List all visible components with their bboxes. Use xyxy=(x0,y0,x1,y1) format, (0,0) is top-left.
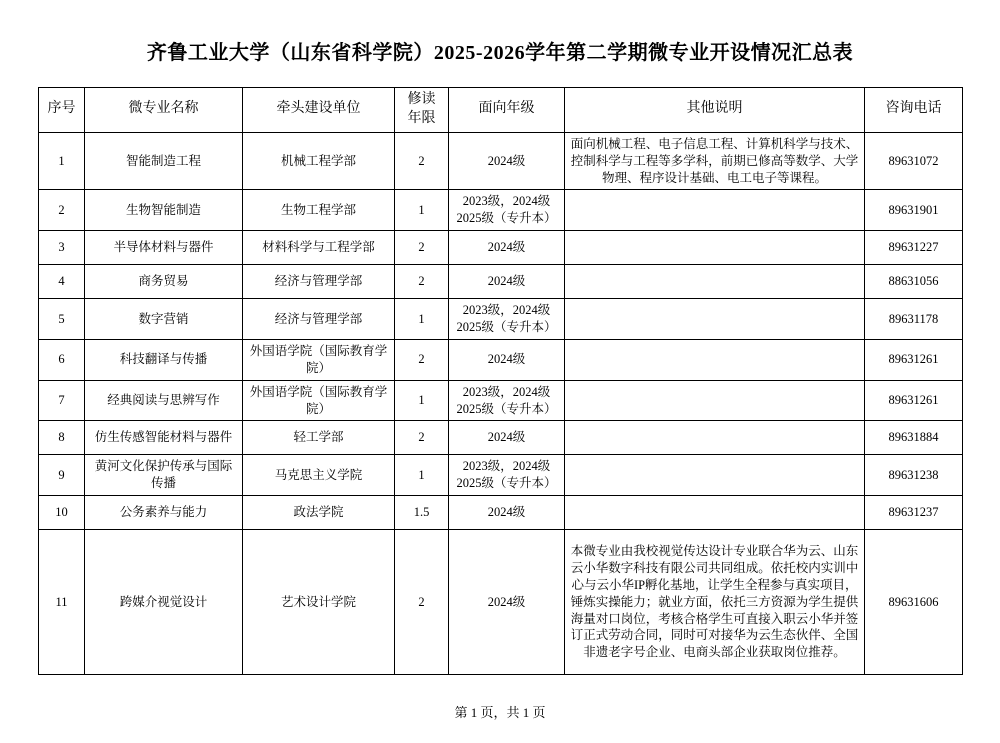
table-row xyxy=(39,530,963,675)
column-header-years xyxy=(395,88,449,133)
cell-grade: 2024级 xyxy=(449,339,565,380)
cell-unit: 经济与管理学部 xyxy=(243,299,395,340)
cell-other xyxy=(565,455,865,496)
cell-grade: 2024级 xyxy=(449,421,565,455)
cell-phone: 89631238 xyxy=(865,455,963,496)
cell-phone: 89631606 xyxy=(865,530,963,675)
cell-grade-line1: 2023级，2024级 xyxy=(462,194,551,209)
cell-name: 仿生传感智能材料与器件 xyxy=(85,421,243,455)
column-header-other: 其他说明 xyxy=(565,88,865,133)
cell-grade-line2: 2025级（专升本） xyxy=(456,401,557,416)
cell-other xyxy=(565,339,865,380)
cell-grade xyxy=(449,190,565,231)
cell-unit xyxy=(243,380,395,421)
cell-phone: 89631901 xyxy=(865,190,963,231)
cell-no: 6 xyxy=(39,339,85,380)
cell-name-line2: 传播 xyxy=(150,476,176,491)
cell-unit: 经济与管理学部 xyxy=(243,265,395,299)
document-page xyxy=(0,36,1000,743)
cell-name: 跨媒介视觉设计 xyxy=(85,530,243,675)
cell-unit: 马克思主义学院 xyxy=(243,455,395,496)
cell-no: 9 xyxy=(39,455,85,496)
cell-grade-line2: 2025级（专升本） xyxy=(456,320,557,335)
cell-phone: 89631237 xyxy=(865,496,963,530)
table-row xyxy=(39,380,963,421)
cell-grade: 2024级 xyxy=(449,530,565,675)
cell-unit-line2: 院） xyxy=(305,360,331,375)
cell-unit-line2: 院） xyxy=(305,401,331,416)
cell-no: 5 xyxy=(39,299,85,340)
cell-unit: 政法学院 xyxy=(243,496,395,530)
cell-name-line1: 黄河文化保护传承与国际 xyxy=(94,459,233,474)
cell-phone: 89631072 xyxy=(865,132,963,190)
table-row xyxy=(39,132,963,190)
cell-unit: 轻工学部 xyxy=(243,421,395,455)
cell-other xyxy=(565,190,865,231)
cell-phone: 89631261 xyxy=(865,339,963,380)
cell-unit-line1: 外国语学院（国际教育学 xyxy=(249,343,388,358)
table-row xyxy=(39,231,963,265)
cell-other xyxy=(565,496,865,530)
cell-unit: 材料科学与工程学部 xyxy=(243,231,395,265)
cell-name: 商务贸易 xyxy=(85,265,243,299)
cell-unit: 生物工程学部 xyxy=(243,190,395,231)
cell-other xyxy=(565,231,865,265)
cell-unit: 机械工程学部 xyxy=(243,132,395,190)
table-row xyxy=(39,339,963,380)
cell-no: 1 xyxy=(39,132,85,190)
cell-name: 生物智能制造 xyxy=(85,190,243,231)
cell-grade: 2024级 xyxy=(449,231,565,265)
table-row xyxy=(39,299,963,340)
cell-years: 1.5 xyxy=(395,496,449,530)
column-header-phone: 咨询电话 xyxy=(865,88,963,133)
cell-phone: 89631178 xyxy=(865,299,963,340)
cell-no: 2 xyxy=(39,190,85,231)
table-row xyxy=(39,455,963,496)
cell-phone: 89631227 xyxy=(865,231,963,265)
cell-name: 公务素养与能力 xyxy=(85,496,243,530)
page-title: 齐鲁工业大学（山东省科学院）2025-2026学年第二学期微专业开设情况汇总表 xyxy=(146,42,854,64)
table-row xyxy=(39,190,963,231)
cell-grade: 2024级 xyxy=(449,496,565,530)
cell-name: 科技翻译与传播 xyxy=(85,339,243,380)
cell-no: 11 xyxy=(39,530,85,675)
cell-no: 8 xyxy=(39,421,85,455)
cell-unit xyxy=(243,339,395,380)
cell-unit: 艺术设计学院 xyxy=(243,530,395,675)
cell-name xyxy=(85,455,243,496)
micro-major-summary-table xyxy=(38,87,963,675)
cell-grade xyxy=(449,380,565,421)
cell-phone: 89631261 xyxy=(865,380,963,421)
table-row xyxy=(39,496,963,530)
cell-grade xyxy=(449,299,565,340)
cell-years: 2 xyxy=(395,339,449,380)
cell-no: 10 xyxy=(39,496,85,530)
cell-years: 2 xyxy=(395,231,449,265)
cell-grade: 2024级 xyxy=(449,265,565,299)
page-footer: 第 1 页，共 1 页 xyxy=(454,705,546,720)
cell-name: 半导体材料与器件 xyxy=(85,231,243,265)
cell-grade xyxy=(449,455,565,496)
cell-phone: 89631884 xyxy=(865,421,963,455)
cell-years: 2 xyxy=(395,421,449,455)
table-row xyxy=(39,421,963,455)
column-header-years-line1: 修读 xyxy=(407,92,436,107)
cell-no: 4 xyxy=(39,265,85,299)
cell-years: 2 xyxy=(395,132,449,190)
cell-grade-line1: 2023级，2024级 xyxy=(462,384,551,399)
column-header-years-line2: 年限 xyxy=(407,110,436,126)
cell-unit-line1: 外国语学院（国际教育学 xyxy=(249,384,388,399)
cell-other xyxy=(565,265,865,299)
cell-phone: 88631056 xyxy=(865,265,963,299)
cell-years: 1 xyxy=(395,455,449,496)
column-header-grade: 面向年级 xyxy=(449,88,565,133)
cell-name: 智能制造工程 xyxy=(85,132,243,190)
cell-name: 经典阅读与思辨写作 xyxy=(85,380,243,421)
cell-years: 2 xyxy=(395,530,449,675)
cell-other xyxy=(565,421,865,455)
cell-no: 3 xyxy=(39,231,85,265)
cell-other xyxy=(565,299,865,340)
cell-other: 本微专业由我校视觉传达设计专业联合华为云、山东云小华数字科技有限公司共同组成。依托校内实训中心与云小华IP孵化基地，让学生全程参与真实项目，锤炼实操能力；就业方面，依托三方资源为学生提供海量对口岗位，考核合格学生可直接入职云小华并签订正式劳动合同，同时可对接华为云生态伙伴、全国非遗老字号企业、电商头部企业获取岗位推荐。 xyxy=(565,530,865,675)
cell-grade-line2: 2025级（专升本） xyxy=(456,476,557,491)
table-header xyxy=(39,88,963,133)
cell-grade-line1: 2023级，2024级 xyxy=(462,303,551,318)
table-body xyxy=(39,132,963,674)
cell-name: 数字营销 xyxy=(85,299,243,340)
cell-years: 2 xyxy=(395,265,449,299)
cell-no: 7 xyxy=(39,380,85,421)
table-row xyxy=(39,265,963,299)
cell-years: 1 xyxy=(395,299,449,340)
cell-grade-line1: 2023级，2024级 xyxy=(462,459,551,474)
cell-other: 面向机械工程、电子信息工程、计算机科学与技术、控制科学与工程等多学科，前期已修高等数学、大学物理、程序设计基础、电工电子等课程。 xyxy=(565,132,865,190)
cell-years: 1 xyxy=(395,380,449,421)
column-header-unit: 牵头建设单位 xyxy=(243,88,395,133)
cell-years: 1 xyxy=(395,190,449,231)
column-header-name: 微专业名称 xyxy=(85,88,243,133)
table-header-row xyxy=(39,88,963,133)
cell-other xyxy=(565,380,865,421)
cell-grade: 2024级 xyxy=(449,132,565,190)
cell-grade-line2: 2025级（专升本） xyxy=(456,211,557,226)
column-header-no: 序号 xyxy=(39,88,85,133)
